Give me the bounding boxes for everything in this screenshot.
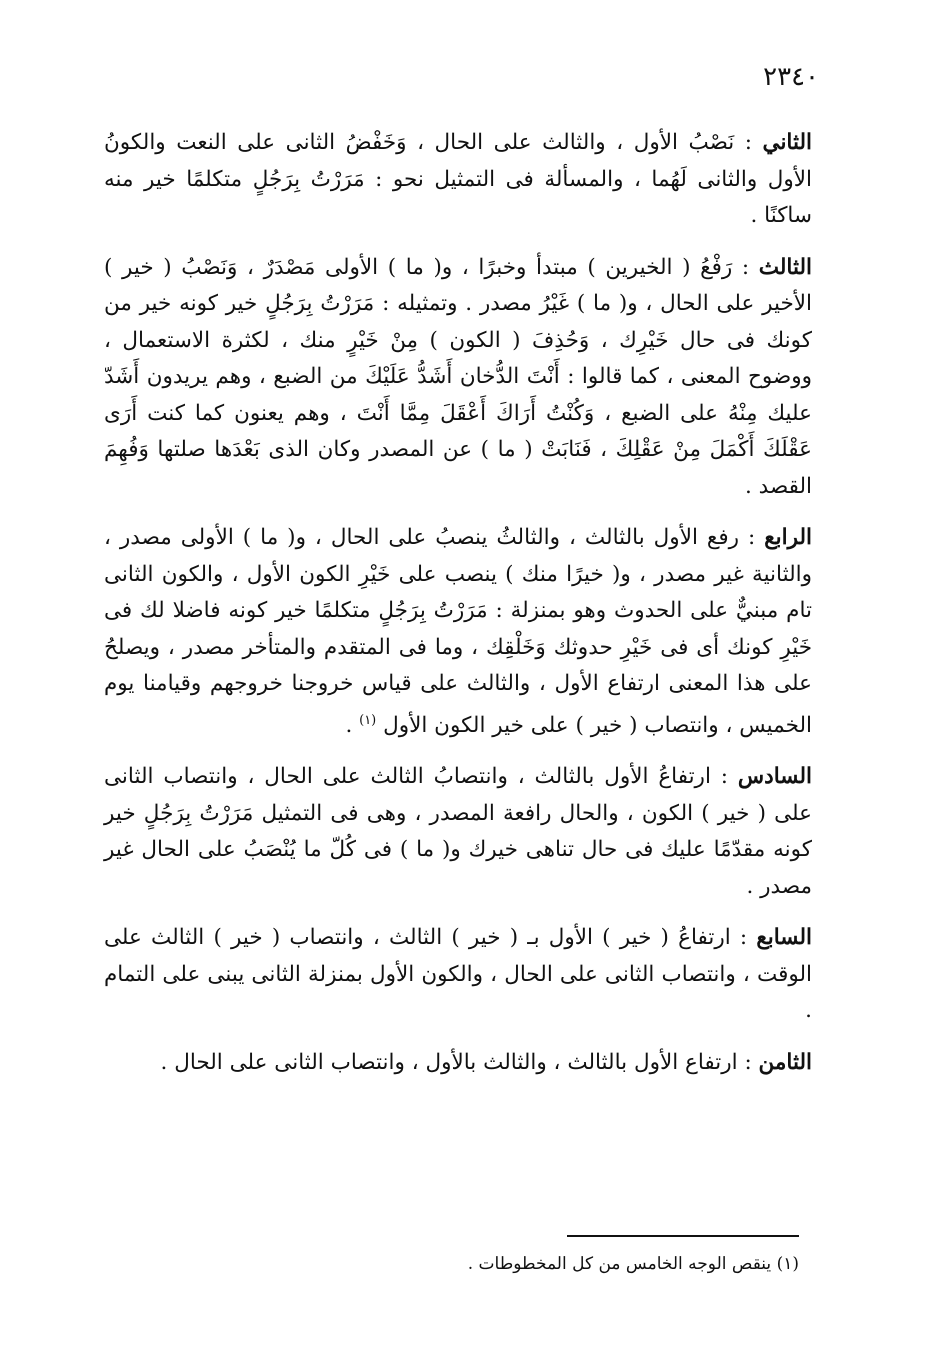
footnote-divider xyxy=(567,1235,799,1237)
paragraph-heading: الرابع xyxy=(764,525,812,550)
paragraph-text: : نَصْبُ الأول ، والثالث على الحال ، وَخَفْضُ الثانى على النعت والكونُ الأول والثانى لَهُما ، والمسألة فى التمثيل نحو : مَرَرْتُ بِرَجُلٍ متكلمًا خير منه ساكنًا . xyxy=(104,130,812,228)
page-number: ٢٣٤٠ xyxy=(763,62,819,92)
main-text xyxy=(104,125,812,1096)
paragraph-tail: . xyxy=(345,712,360,738)
paragraph-heading: الثامن xyxy=(758,1049,812,1075)
footnote-reference[interactable]: (١) xyxy=(359,712,377,728)
paragraph-text: : ارتفاع الأول بالثالث ، والثالث بالأول ، وانتصاب الثانى على الحال . xyxy=(160,1049,759,1075)
paragraph-heading: الثاني xyxy=(762,130,812,155)
paragraph-third xyxy=(104,250,812,506)
paragraph-fourth xyxy=(104,520,812,744)
paragraph-heading: السادس xyxy=(737,764,812,790)
paragraph-seventh xyxy=(104,920,812,1030)
paragraph-text: : رَفْعُ ( الخيرين ) مبتدأ وخبرًا ، و( ما ) الأولى مَصْدَرٌ ، وَنَصْبُ ( خير ) الأخير على الحال ، و( ما ) غَيْرُ مصدر . وتمثيله : مَرَرْتُ بِرَجُلٍ خير كونه خير من كونك فى حال خَيْرِك ، وَحُذِفَ ( الكون ) مِنْ خَيْرٍ منك ، لكثرة الاستعمال ، ووضوح المعنى ، كما قالوا : أَنْتَ الدُّخان أَشَدُّ عَلَيْكَ من الضبع ، وهم يريدون أَشَدّ عليك مِنْهُ على الضبع ، وَكُنْتُ أَرَاكَ أَعْقَلَ مِمَّا أَنْتَ ، وهم يعنون كما كنت أَرَى عَقْلَكَ أَكْمَلَ مِنْ عَقْلِكَ ، فَنَابَتْ ( ما ) عن المصدر وكان الذى بَعْدَها صلتها وَفُهِمَ القصد . xyxy=(104,254,812,499)
paragraph-text: : ارتفاعُ ( خير ) الأول بـ ( خير ) الثالث ، وانتصاب ( خير ) الثالث على الوقت ، وانتصاب الثانى على الحال ، والكون الأول بمنزلة الثانى يبنى على التمام . xyxy=(104,925,812,1024)
paragraph-text: : رفع الأول بالثالث ، والثالثُ ينصبُ على الحال ، و( ما ) الأولى مصدر ، والثانية غير مصدر ، و( خيرًا منك ) ينصب على خَيْرِ الكون الأول ، والكون الثانى تام مبنيٌّ على الحدوث وهو بمنزلة : مَرَرْتُ بِرَجُلٍ متكلمًا خير كونه فاضلا لك فى خَيْرِ كونك أى فى خَيْرِ حدوثك وَخَلْقِك ، وما فى المتقدم والمتأخر مصدر ، ويصلحُ على هذا المعنى ارتفاع الأول ، والثالث على قياس خروجنا خروجهم وقيامنا يوم الخميس ، وانتصاب ( خير ) على خير الكون الأول xyxy=(104,525,812,738)
paragraph-eighth xyxy=(104,1045,812,1082)
paragraph-sixth xyxy=(104,759,812,905)
footnote: (١) ينقص الوجه الخامس من كل المخطوطات . xyxy=(467,1254,799,1274)
paragraph-heading: الثالث xyxy=(758,254,812,280)
paragraph-second xyxy=(104,125,812,235)
paragraph-text: : ارتفاعُ الأول بالثالث ، وانتصابُ الثالث على الحال ، وانتصاب الثانى على ( خير ) الكون ، والحال رافعة المصدر ، وهى فى التمثيل مَرَرْتُ بِرَجُلٍ خير كونه مقدّمًا عليك فى حال تناهى خيرك و( ما ) فى كُلّ ما يُنْصَبُ على الحال غير مصدر . xyxy=(104,764,812,899)
paragraph-heading: السابع xyxy=(756,925,812,951)
